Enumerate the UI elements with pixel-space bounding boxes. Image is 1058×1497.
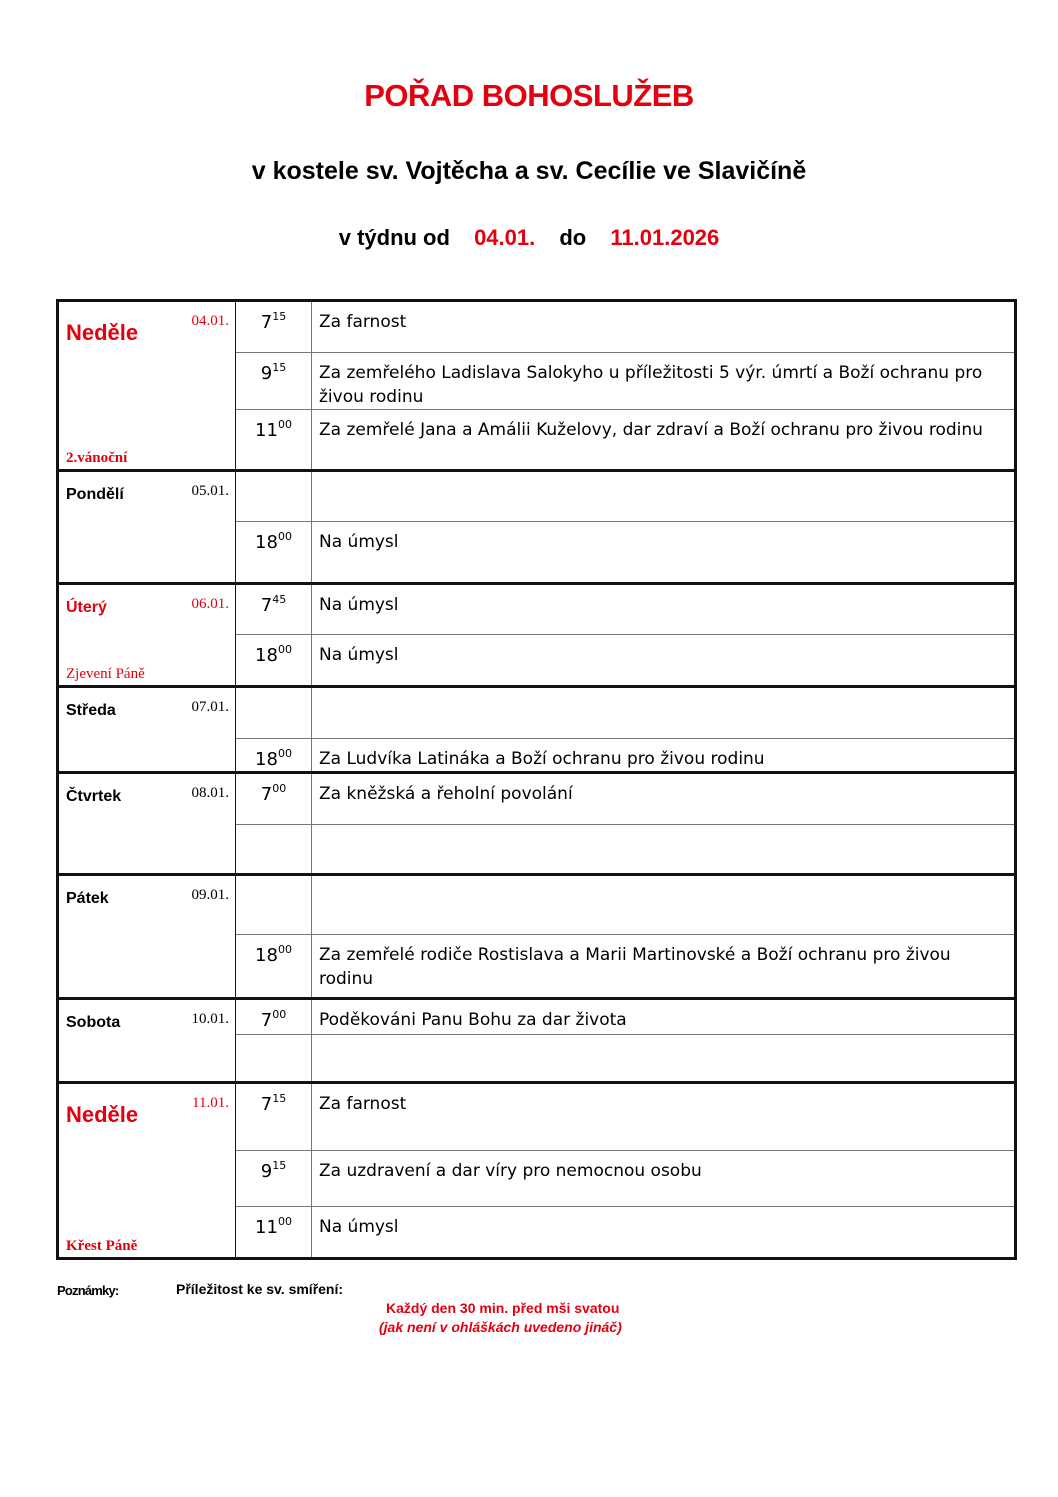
mass-intention: Na úmysl (312, 635, 1016, 687)
week-to: 11.01.2026 (610, 225, 720, 250)
schedule-row (58, 301, 1016, 353)
mass-intention: Za Ludvíka Latináka a Boží ochranu pro živou rodinu (312, 739, 1016, 773)
day-date: 11.01. (192, 1095, 229, 1111)
schedule-row (58, 471, 1016, 522)
day-date: 09.01. (191, 887, 229, 903)
notes-label: Poznámky: (57, 1283, 119, 1298)
week-range (0, 225, 1058, 251)
mass-intention (312, 1035, 1016, 1083)
mass-time (236, 773, 312, 825)
day-name: Sobota (66, 1014, 121, 1031)
mass-intention: Za zemřelého Ladislava Salokyho u příležitosti 5 výr. úmrtí a Boží ochranu pro živou rodinu (312, 353, 1016, 410)
day-name: Středa (66, 702, 116, 719)
mass-intention: Na úmysl (312, 1207, 1016, 1259)
time-minutes: 15 (272, 1092, 287, 1105)
time-hour: 18 (255, 645, 278, 666)
time-minutes: 00 (277, 418, 292, 431)
day-cell (58, 875, 236, 999)
mass-time (236, 1083, 312, 1151)
mass-intention (312, 875, 1016, 935)
time-minutes: 15 (272, 310, 287, 323)
feast-name: Křest Páně (66, 1238, 138, 1254)
mass-time (236, 875, 312, 935)
mass-intention: Za farnost (312, 301, 1016, 353)
mass-time (236, 353, 312, 410)
time-hour: 9 (260, 363, 273, 384)
mass-intention (312, 471, 1016, 522)
time-hour: 7 (260, 595, 273, 616)
mass-time (236, 1207, 312, 1259)
day-date: 07.01. (191, 699, 229, 715)
mass-time (236, 1035, 312, 1083)
mass-time (236, 1151, 312, 1207)
time-hour: 18 (255, 749, 278, 770)
day-date: 04.01. (191, 313, 229, 329)
time-hour: 11 (255, 1217, 278, 1238)
feast-name: 2.vánoční (66, 450, 128, 466)
day-name: Čtvrtek (66, 788, 122, 805)
time-minutes: 00 (277, 943, 292, 956)
day-date: 05.01. (191, 483, 229, 499)
day-cell (58, 301, 236, 471)
time-hour: 11 (255, 420, 278, 441)
schedule-table (56, 299, 1017, 1260)
schedule-row (58, 999, 1016, 1035)
day-cell (58, 1083, 236, 1259)
mass-intention: Za zemřelé Jana a Amálii Kuželovy, dar zdraví a Boží ochranu pro živou rodinu (312, 410, 1016, 471)
day-name: Pondělí (66, 486, 124, 503)
mass-intention: Za uzdravení a dar víry pro nemocnou osobu (312, 1151, 1016, 1207)
day-cell (58, 773, 236, 875)
church-subtitle: v kostele sv. Vojtěcha a sv. Cecílie ve Slavičíně (251, 157, 807, 185)
mass-time (236, 999, 312, 1035)
mass-intention (312, 687, 1016, 739)
mass-time (236, 635, 312, 687)
mass-time (236, 410, 312, 471)
time-hour: 7 (260, 784, 273, 805)
mass-intention: Za kněžská a řeholní povolání (312, 773, 1016, 825)
schedule-row (58, 687, 1016, 739)
day-date: 08.01. (191, 785, 229, 801)
day-cell (58, 584, 236, 687)
feast-name: Zjevení Páně (66, 666, 145, 682)
mass-intention: Za zemřelé rodiče Rostislava a Marii Martinovské a Boží ochranu pro živou rodinu (312, 935, 1016, 999)
schedule-row (58, 584, 1016, 635)
time-minutes: 00 (277, 643, 292, 656)
day-name: Neděle (66, 320, 139, 345)
confession-heading: Příležitost ke sv. smíření: (176, 1281, 344, 1297)
day-date: 10.01. (191, 1011, 229, 1027)
mass-intention: Za farnost (312, 1083, 1016, 1151)
mass-time (236, 471, 312, 522)
time-minutes: 00 (277, 530, 292, 543)
week-mid: do (559, 225, 587, 250)
day-name: Pátek (66, 890, 109, 907)
confession-info: Každý den 30 min. před mši svatou (386, 1300, 620, 1316)
time-minutes: 00 (277, 747, 292, 760)
mass-time (236, 935, 312, 999)
time-hour: 7 (260, 1094, 273, 1115)
week-from: 04.01. (474, 225, 536, 250)
mass-intention: Na úmysl (312, 584, 1016, 635)
mass-intention: Poděkováni Panu Bohu za dar života (312, 999, 1016, 1035)
time-minutes: 00 (272, 1008, 287, 1021)
time-hour: 18 (255, 532, 278, 553)
day-name: Neděle (66, 1102, 139, 1127)
day-cell (58, 471, 236, 584)
time-minutes: 15 (272, 1159, 287, 1172)
mass-intention: Na úmysl (312, 522, 1016, 584)
day-name: Úterý (66, 599, 107, 616)
time-minutes: 45 (272, 593, 287, 606)
time-minutes: 00 (277, 1215, 292, 1228)
day-cell (58, 999, 236, 1083)
mass-time (236, 687, 312, 739)
mass-time (236, 825, 312, 875)
mass-time (236, 584, 312, 635)
page-title: POŘAD BOHOSLUŽEB (364, 78, 694, 113)
mass-time (236, 301, 312, 353)
time-minutes: 15 (272, 361, 287, 374)
time-hour: 9 (260, 1161, 273, 1182)
day-date: 06.01. (191, 596, 229, 612)
time-minutes: 00 (272, 782, 287, 795)
confession-note: (jak není v ohláškách uvedeno jináč) (379, 1319, 622, 1335)
time-hour: 7 (260, 1010, 273, 1031)
schedule-row (58, 875, 1016, 935)
mass-intention (312, 825, 1016, 875)
day-cell (58, 687, 236, 773)
mass-time (236, 522, 312, 584)
schedule-row (58, 773, 1016, 825)
mass-time (236, 739, 312, 773)
week-prefix: v týdnu od (338, 225, 450, 250)
time-hour: 7 (260, 312, 273, 333)
time-hour: 18 (255, 945, 278, 966)
schedule-row (58, 1083, 1016, 1151)
